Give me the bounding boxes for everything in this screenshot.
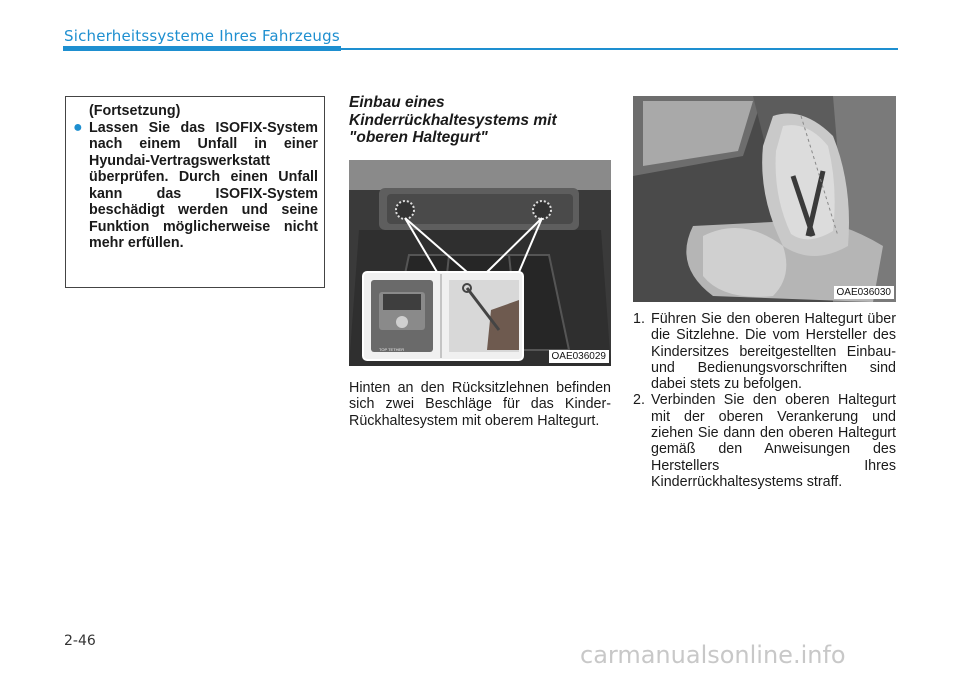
instruction-steps bbox=[633, 311, 896, 490]
image-inset-caption: TOP TETHER bbox=[379, 347, 405, 352]
list-item bbox=[633, 311, 896, 392]
watermark: carmanualsonline.info bbox=[580, 641, 846, 669]
section-title: Einbau eines Kinderrückhaltesystems mit "oberen Haltegurt" bbox=[349, 94, 557, 146]
page-number: 2-46 bbox=[64, 633, 96, 649]
list-item bbox=[73, 120, 318, 252]
header-rule bbox=[341, 48, 898, 50]
child-seat-illustration bbox=[633, 96, 896, 302]
trunk-illustration bbox=[349, 160, 611, 366]
note-box-title: (Fortsetzung) bbox=[89, 103, 181, 119]
image-code-label: OAE036030 bbox=[834, 286, 895, 299]
trunk-tether-image bbox=[349, 160, 611, 366]
step-number: 2. bbox=[633, 392, 645, 409]
step-text: Führen Sie den oberen Haltegurt über die Sitzlehne. Die vom Hersteller des Kindersitzes bereitgestellten Einbau- und Bedienungsvorschriften sind dabei stets zu befolgen. bbox=[651, 311, 896, 393]
header-accent-bar bbox=[63, 46, 341, 51]
image-code-label: OAE036029 bbox=[549, 350, 610, 363]
list-item bbox=[633, 392, 896, 490]
note-text: Lassen Sie das ISOFIX-System nach einem Unfall in einer Hyundai-Vertragswerkstatt überprüfen. Durch einen Unfall kann das ISOFIX-System beschädigt werden und seine Funktion möglicherweise nicht mehr erfüllen. bbox=[89, 119, 318, 251]
bullet-icon: ● bbox=[73, 118, 83, 136]
note-box bbox=[65, 96, 325, 288]
header-title: Sicherheitssysteme Ihres Fahrzeugs bbox=[64, 27, 340, 45]
step-text: Verbinden Sie den oberen Haltegurt mit der oberen Verankerung und ziehen Sie dann den oberen Haltegurt gemäß den Anweisungen des Herstellers Ihres Kinderrückhaltesystems straff. bbox=[651, 392, 896, 490]
body-paragraph: Hinten an den Rücksitzlehnen befinden sich zwei Beschläge für das Kinder-Rückhaltesystem mit oberem Haltegurt. bbox=[349, 380, 611, 429]
child-seat-image bbox=[633, 96, 896, 302]
step-number: 1. bbox=[633, 311, 645, 327]
